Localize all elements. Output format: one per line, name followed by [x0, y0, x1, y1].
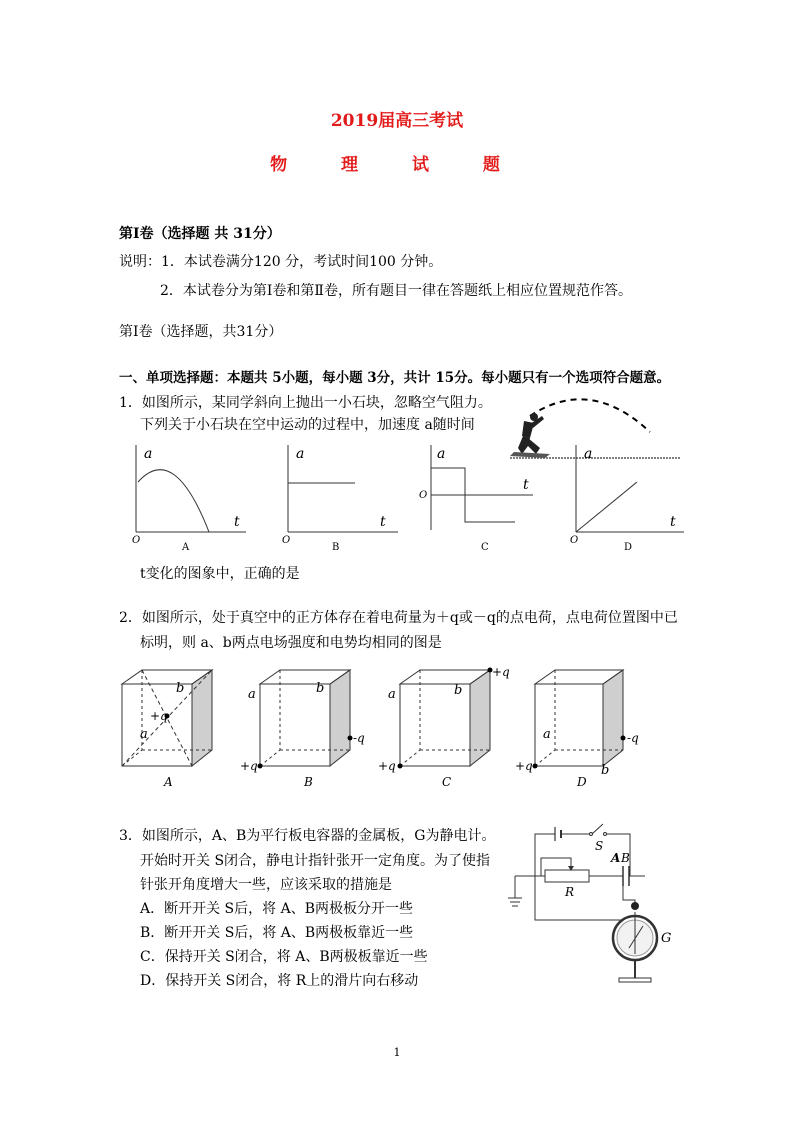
resistor-label: R	[565, 885, 575, 899]
section-header: 第Ⅰ卷（选择题 共 31分）	[119, 226, 281, 242]
axis-t-label: t	[234, 514, 240, 530]
q1-graph-c	[415, 440, 545, 560]
axis-a-label: a	[437, 446, 446, 462]
point-a-label: a	[543, 727, 551, 742]
point-a-label: a	[140, 727, 148, 742]
axis-a-label: a	[296, 446, 305, 462]
q1-graph-b	[278, 440, 408, 560]
minus-q-label: -q	[627, 731, 639, 745]
q2-cube-d	[515, 668, 655, 792]
q2-line-1: 2．如图所示，处于真空中的正方体存在着电荷量为＋q或－q的点电荷，点电荷位置图中已	[119, 610, 678, 626]
origin-label: O	[282, 535, 291, 546]
origin-label: O	[419, 490, 428, 501]
q3-option-d: D．保持开关 S闭合，将 R上的滑片向右移动	[140, 973, 419, 989]
exam-title: 2019届高三考试	[330, 111, 464, 131]
axis-a-label: a	[584, 446, 593, 462]
q2-cube-b	[240, 668, 370, 792]
switch-label: S	[595, 839, 604, 853]
q2-cube-a	[112, 668, 232, 792]
graph-label-d: D	[624, 542, 633, 553]
plus-q-label: +q	[150, 709, 168, 723]
q3-line-1: 3．如图所示，A、B为平行板电容器的金属板，G为静电计。	[119, 828, 496, 844]
section-repeat: 第Ⅰ卷（选择题，共31分）	[119, 324, 283, 340]
q1-line-1: 1．如图所示，某同学斜向上抛出一小石块，忽略空气阻力。	[119, 395, 492, 411]
plus-q-label: +q	[378, 759, 396, 773]
point-b-label: b	[454, 683, 463, 698]
plate-b-label: B	[621, 851, 630, 865]
plate-a-label: A	[611, 851, 621, 865]
q2-line-2: 标明，则 a、b两点电场强度和电势均相同的图是	[140, 635, 442, 651]
q1-line-3: t变化的图象中，正确的是	[140, 566, 300, 582]
note-line-1: 说明：1．本试卷满分120 分，考试时间100 分钟。	[119, 254, 443, 270]
cube-label-d: D	[577, 775, 587, 789]
plus-q-label: +q	[240, 759, 258, 773]
point-b-label: b	[601, 763, 610, 778]
origin-label: O	[570, 535, 579, 546]
q3-circuit-diagram	[505, 820, 685, 990]
point-a-label: a	[248, 687, 256, 702]
point-a-label: a	[388, 687, 396, 702]
q3-option-b: B．断开开关 S后，将 A、B两极板靠近一些	[140, 925, 414, 941]
plus-q-label: +q	[492, 665, 510, 679]
graph-label-a: A	[182, 542, 190, 553]
axis-t-label: t	[523, 477, 529, 493]
q2-cube-c	[378, 662, 508, 792]
page-number: 1	[393, 1046, 401, 1059]
axis-a-label: a	[144, 446, 153, 462]
origin-label: O	[132, 535, 141, 546]
electrometer-label: G	[661, 931, 672, 946]
q3-option-c: C．保持开关 S闭合，将 A、B两极板靠近一些	[140, 949, 428, 965]
point-b-label: b	[316, 681, 325, 696]
cube-label-b: B	[304, 775, 313, 789]
graph-label-c: C	[481, 542, 489, 553]
axis-t-label: t	[380, 514, 386, 530]
q1-graph-d	[566, 440, 696, 560]
part1-title: 一、单项选择题：本题共 5小题，每小题 3分，共计 15分。每小题只有一个选项符合题意。	[119, 370, 671, 386]
cube-label-c: C	[442, 775, 452, 789]
q3-option-a: A．断开开关 S后，将 A、B两极板分开一些	[140, 901, 413, 917]
note-line-2: 2．本试卷分为第Ⅰ卷和第Ⅱ卷，所有题目一律在答题纸上相应位置规范作答。	[160, 283, 632, 299]
q3-line-2: 开始时开关 S闭合，静电计指针张开一定角度。为了使指	[140, 853, 491, 869]
q1-line-2: 下列关于小石块在空中运动的过程中，加速度 a随时间	[140, 417, 475, 433]
minus-q-label: -q	[353, 731, 365, 745]
axis-t-label: t	[670, 514, 676, 530]
cube-label-a: A	[164, 775, 173, 789]
plus-q-label: +q	[515, 759, 533, 773]
q3-line-3: 针张开角度增大一些，应该采取的措施是	[140, 877, 392, 893]
point-b-label: b	[176, 681, 185, 696]
q1-graph-a	[126, 440, 256, 560]
graph-label-b: B	[332, 542, 340, 553]
exam-subtitle: 物 理 试 题	[270, 155, 524, 175]
